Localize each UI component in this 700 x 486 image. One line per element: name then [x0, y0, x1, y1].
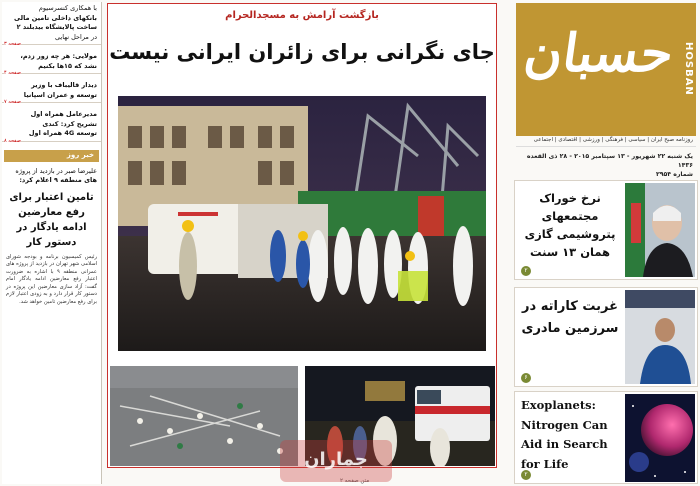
caption-page-ref: متن صفحه ۲	[340, 478, 370, 484]
divider	[2, 70, 101, 79]
brief-line: نشد که ۱۵ها بکنیم	[38, 61, 97, 70]
latin-logo: HOSBAN	[683, 42, 694, 96]
aerial-photo[interactable]	[110, 366, 298, 466]
brief-line: ساخت پالایشگاه بیدبلند ۲	[16, 23, 97, 31]
divider	[2, 99, 101, 108]
section-header: خبر روز	[4, 150, 99, 162]
news-brief-refinery[interactable]	[2, 2, 101, 44]
masthead[interactable]	[516, 3, 696, 136]
right-story-karate[interactable]	[514, 287, 698, 387]
brief-line: مدیرعامل همراه اول	[30, 110, 97, 118]
brief-line: دیدار قالیباف با وزیر	[31, 81, 97, 89]
lead-intro	[2, 165, 101, 188]
exoplanet-image	[625, 394, 695, 482]
site-watermark: جماران	[280, 440, 392, 482]
date-line: یک شنبه ۲۲ شهریور - ۱۳ سپتامبر ۲۰۱۵ - ۲۸ ذی القعده ۱۴۳۶	[526, 153, 693, 169]
story-kicker: بازگشت آرامش به مسجدالحرام	[225, 10, 379, 21]
intro-line: علیرضا صبر در بازدید از پروژه	[15, 166, 97, 175]
left-lead-headline[interactable]: تامین اعتبار برای رفع معارضین ادامه یادگار در دستور کار	[9, 191, 94, 248]
page-badge: ۶	[521, 373, 531, 383]
page-ref: صفحه ۷	[4, 99, 21, 105]
brief-line: مولایی: هر چه زور زدم،	[20, 52, 97, 60]
page-ref: صفحه ۴	[4, 70, 21, 76]
main-story	[107, 3, 497, 484]
brief-line: توسعه و عمران اسپانیا	[23, 90, 97, 99]
page-badge: ۲	[521, 470, 531, 480]
date-issue	[516, 152, 696, 179]
issue-number: شماره ۲۹۵۴	[655, 171, 693, 178]
karate-photo	[625, 290, 695, 384]
athlete-photo	[625, 290, 695, 384]
right-story-petrochemical[interactable]	[514, 180, 698, 280]
newspaper-logo: حسبان	[520, 23, 678, 84]
brief-line: بانکهای داخلی تامین مالی	[14, 13, 97, 22]
main-headline[interactable]: جای نگرانی برای زائران ایرانی نیست	[109, 40, 495, 64]
brief-line: با همکاری کنسرسیوم	[38, 4, 97, 12]
right-story-exoplanets[interactable]	[514, 391, 698, 484]
page-ref: صفحه ۸	[4, 137, 21, 144]
left-lead-body: رئیس کمیسیون برنامه و بودجه شورای اسلامی شهر تهران در بازدید از پروژه های عمرانی منطقه ۹ با اشاره به ضرورت اعتبار رفع معارضین ادامه یادگار امام گفت: آزاد سازی معارضین این پروژه در دستور کار قرار دارد و به زودی اعتبار لازم برای رفع معارضین تامین خواهد شد.	[6, 253, 97, 306]
planet-photo	[625, 394, 695, 482]
divider	[2, 137, 101, 147]
tagline: روزنامه صبح ایران | سیاسی | فرهنگی | ورزشی | اقتصادی | اجتماعی	[516, 137, 696, 147]
news-brief-hamrahaval[interactable]	[2, 108, 101, 141]
page-ref: صفحه ۳	[4, 41, 21, 47]
official-photo	[625, 183, 695, 277]
story-headline: نرخ خوراک مجتمعهای پتروشیمی گازی همان ۱۳ سنت	[524, 191, 616, 259]
intro-line: های منطقه ۹ اعلام کرد:	[19, 176, 97, 184]
crane-debris-photo	[110, 366, 298, 466]
brief-line: توسعه 4G همراه اول	[28, 129, 97, 137]
brief-line: تشریح کرد: کندی	[42, 119, 97, 128]
story-headline: Exoplanets: Nitrogen Can Aid in Search for Life	[521, 398, 608, 471]
person-portrait	[625, 183, 695, 277]
main-photo[interactable]	[118, 96, 486, 351]
page-badge: ۲	[521, 266, 531, 276]
left-news-column	[2, 2, 102, 484]
mosque-rescue-photo	[118, 96, 486, 351]
divider	[2, 41, 101, 50]
brief-line: در مراحل نهایی	[55, 32, 97, 41]
story-headline: غربت کاراته در سرزمین مادری	[521, 299, 619, 336]
